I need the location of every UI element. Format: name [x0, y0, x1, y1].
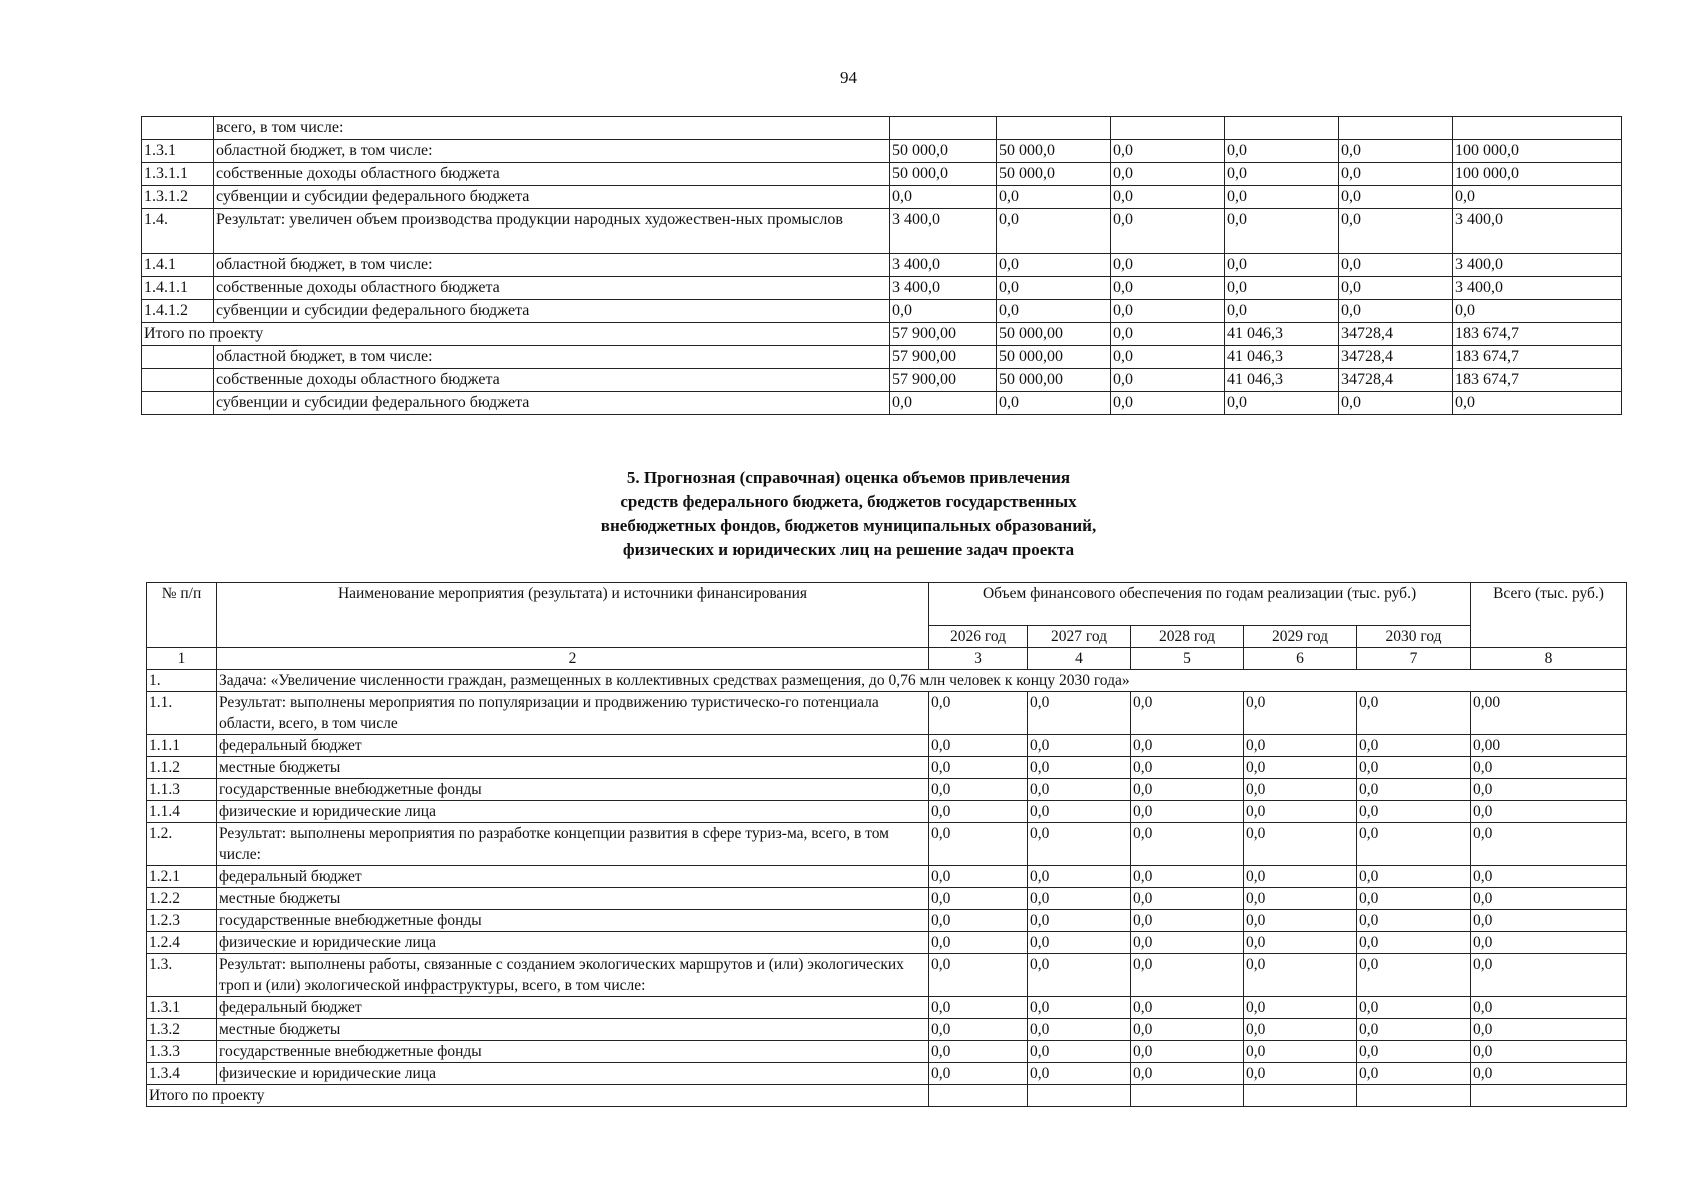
- row-value: 3 400,0: [1453, 209, 1622, 254]
- row-value: 0,0: [1244, 888, 1357, 910]
- row-value: 0,0: [1471, 954, 1627, 997]
- forecast-financing-table: [146, 582, 1627, 1107]
- table-row: [142, 117, 1622, 140]
- row-value: 0,0: [929, 801, 1028, 823]
- row-value: 0,0: [997, 300, 1111, 323]
- row-value: 0,0: [1339, 163, 1453, 186]
- row-value: 0,00: [1471, 735, 1627, 757]
- task-row: [147, 670, 1627, 692]
- row-value: 0,0: [1028, 910, 1131, 932]
- row-value: 0,0: [1357, 1019, 1471, 1041]
- column-number: 1: [147, 648, 217, 670]
- header-row: [147, 583, 1627, 626]
- row-value: 0,0: [1225, 392, 1339, 415]
- row-value: 0,0: [1244, 823, 1357, 866]
- row-name: государственные внебюджетные фонды: [217, 779, 929, 801]
- total-label: Итого по проекту: [147, 1085, 929, 1107]
- row-value: 0,0: [1244, 1041, 1357, 1063]
- row-value: 3 400,0: [890, 254, 997, 277]
- table-row: [147, 735, 1627, 757]
- row-value: [890, 117, 997, 140]
- row-num: [142, 117, 214, 140]
- row-value: 0,0: [1244, 757, 1357, 779]
- row-value: 34728,4: [1339, 323, 1453, 346]
- row-value: 0,0: [1339, 209, 1453, 254]
- row-num: 1.2.4: [147, 932, 217, 954]
- column-number: 3: [929, 648, 1028, 670]
- table-row: [147, 823, 1627, 866]
- row-value: 41 046,3: [1225, 369, 1339, 392]
- header-volume: Объем финансового обеспечения по годам реализации (тыс. руб.): [929, 583, 1471, 626]
- row-value: 0,0: [1357, 735, 1471, 757]
- row-value: 0,0: [929, 735, 1028, 757]
- row-value: 0,0: [1471, 823, 1627, 866]
- table-row: [147, 954, 1627, 997]
- row-value: 0,0: [929, 910, 1028, 932]
- table-row: [147, 1041, 1627, 1063]
- row-value: 0,0: [1244, 779, 1357, 801]
- row-value: 0,0: [1244, 692, 1357, 735]
- row-value: 0,0: [929, 779, 1028, 801]
- header-year: 2030 год: [1357, 626, 1471, 648]
- row-name: субвенции и субсидии федерального бюджета: [214, 186, 890, 209]
- row-value: 0,0: [1357, 1041, 1471, 1063]
- row-value: 0,0: [1357, 823, 1471, 866]
- row-name: местные бюджеты: [217, 757, 929, 779]
- row-name: Результат: выполнены мероприятия по разработке концепции развития в сфере туриз-ма, всего, в том числе:: [217, 823, 929, 866]
- row-value: 0,0: [1471, 866, 1627, 888]
- section-5-title: [0, 466, 1697, 562]
- row-value: 0,0: [929, 932, 1028, 954]
- total-value-empty: [1028, 1085, 1131, 1107]
- row-value: 0,0: [1111, 163, 1225, 186]
- column-number: 2: [217, 648, 929, 670]
- row-name: Итого по проекту: [142, 323, 890, 346]
- row-value: 0,0: [1471, 910, 1627, 932]
- header-name: Наименование мероприятия (результата) и источники финансирования: [217, 583, 929, 648]
- row-value: 0,0: [929, 1041, 1028, 1063]
- row-name: государственные внебюджетные фонды: [217, 910, 929, 932]
- row-value: 0,0: [1244, 1063, 1357, 1085]
- row-value: 183 674,7: [1453, 346, 1622, 369]
- row-value: 57 900,00: [890, 346, 997, 369]
- row-value: 0,0: [890, 392, 997, 415]
- row-value: 41 046,3: [1225, 323, 1339, 346]
- row-num: 1.1.3: [147, 779, 217, 801]
- row-num: 1.4.1: [142, 254, 214, 277]
- row-value: 0,0: [1339, 300, 1453, 323]
- row-value: 183 674,7: [1453, 323, 1622, 346]
- row-value: 0,0: [1471, 1063, 1627, 1085]
- row-value: 0,0: [929, 757, 1028, 779]
- page-number: 94: [840, 68, 857, 87]
- table-row: [147, 910, 1627, 932]
- row-num: 1.2.3: [147, 910, 217, 932]
- row-num: 1.3.1.2: [142, 186, 214, 209]
- row-value: [1453, 117, 1622, 140]
- row-num: 1.4.: [142, 209, 214, 254]
- row-value: 0,0: [1357, 888, 1471, 910]
- table-row: [142, 140, 1622, 163]
- header-year: 2028 год: [1131, 626, 1244, 648]
- row-value: 41 046,3: [1225, 346, 1339, 369]
- row-value: 0,0: [1244, 866, 1357, 888]
- row-value: 0,0: [1111, 300, 1225, 323]
- header-year: 2027 год: [1028, 626, 1131, 648]
- row-value: 0,0: [1131, 910, 1244, 932]
- table-row: [142, 323, 1622, 346]
- row-value: 0,0: [1111, 209, 1225, 254]
- row-value: 0,0: [1225, 209, 1339, 254]
- row-num: 1.3.: [147, 954, 217, 997]
- row-name: собственные доходы областного бюджета: [214, 369, 890, 392]
- row-value: 0,0: [929, 823, 1028, 866]
- row-value: 0,0: [1357, 1063, 1471, 1085]
- column-number: 7: [1357, 648, 1471, 670]
- column-number: 5: [1131, 648, 1244, 670]
- row-name: физические и юридические лица: [217, 801, 929, 823]
- row-value: 57 900,00: [890, 323, 997, 346]
- row-value: [1111, 117, 1225, 140]
- column-numbers-row: [147, 648, 1627, 670]
- row-value: 0,0: [1453, 392, 1622, 415]
- row-value: 0,0: [1111, 392, 1225, 415]
- row-value: 0,0: [1244, 954, 1357, 997]
- row-name: государственные внебюджетные фонды: [217, 1041, 929, 1063]
- row-value: 0,0: [1244, 910, 1357, 932]
- row-value: 0,0: [1131, 1019, 1244, 1041]
- row-value: 0,0: [1244, 932, 1357, 954]
- row-num: 1.3.1: [147, 997, 217, 1019]
- section-title-line: внебюджетных фондов, бюджетов муниципальных образований,: [600, 516, 1097, 535]
- header-num: № п/п: [147, 583, 217, 648]
- financing-table-continued: [141, 116, 1622, 415]
- table-row: [147, 932, 1627, 954]
- row-num: [142, 369, 214, 392]
- row-value: 0,0: [997, 254, 1111, 277]
- row-value: 0,0: [1225, 163, 1339, 186]
- row-value: 0,0: [1028, 1019, 1131, 1041]
- row-value: 0,0: [1339, 140, 1453, 163]
- row-value: 0,0: [1111, 186, 1225, 209]
- row-value: 0,0: [1028, 801, 1131, 823]
- row-value: 50 000,0: [997, 163, 1111, 186]
- row-value: [1225, 117, 1339, 140]
- row-value: 0,0: [929, 866, 1028, 888]
- row-value: 34728,4: [1339, 346, 1453, 369]
- row-value: 0,0: [1471, 801, 1627, 823]
- row-value: 0,0: [1111, 346, 1225, 369]
- row-value: 3 400,0: [1453, 254, 1622, 277]
- row-value: 0,0: [997, 209, 1111, 254]
- row-value: 34728,4: [1339, 369, 1453, 392]
- row-value: 0,0: [1244, 735, 1357, 757]
- row-value: 0,0: [1131, 735, 1244, 757]
- row-value: 0,0: [1225, 300, 1339, 323]
- table-row: [147, 692, 1627, 735]
- row-value: 0,0: [1471, 779, 1627, 801]
- table-row: [142, 277, 1622, 300]
- total-value-empty: [1357, 1085, 1471, 1107]
- row-value: 0,0: [929, 1019, 1028, 1041]
- row-num: 1.3.1.1: [142, 163, 214, 186]
- total-value-empty: [1471, 1085, 1627, 1107]
- row-value: 0,0: [1111, 254, 1225, 277]
- total-value-empty: [929, 1085, 1028, 1107]
- row-value: 0,0: [1453, 186, 1622, 209]
- row-value: 0,0: [1131, 932, 1244, 954]
- row-value: 0,0: [1131, 888, 1244, 910]
- section-title-line: физических и юридических лиц на решение задач проекта: [622, 540, 1075, 559]
- table-row: [147, 779, 1627, 801]
- row-name: всего, в том числе:: [214, 117, 890, 140]
- column-number: 4: [1028, 648, 1131, 670]
- row-value: 0,0: [1131, 1063, 1244, 1085]
- row-value: 0,0: [1131, 997, 1244, 1019]
- row-num: 1.3.2: [147, 1019, 217, 1041]
- row-value: 3 400,0: [890, 277, 997, 300]
- row-value: 0,0: [1111, 277, 1225, 300]
- row-num: 1.1.1: [147, 735, 217, 757]
- row-name: федеральный бюджет: [217, 997, 929, 1019]
- task-text: Задача: «Увеличение численности граждан, размещенных в коллективных средствах размещения, до 0,76 млн человек к концу 2030 года»: [217, 670, 1627, 692]
- row-name: местные бюджеты: [217, 1019, 929, 1041]
- row-value: 0,0: [1028, 823, 1131, 866]
- row-value: 0,0: [1028, 1041, 1131, 1063]
- row-value: 0,0: [1471, 997, 1627, 1019]
- row-value: 0,00: [1471, 692, 1627, 735]
- row-value: 0,0: [1471, 1041, 1627, 1063]
- row-value: 0,0: [1131, 757, 1244, 779]
- row-value: 0,0: [1357, 866, 1471, 888]
- table-row: [142, 163, 1622, 186]
- row-value: 0,0: [1131, 801, 1244, 823]
- header-year: 2026 год: [929, 626, 1028, 648]
- row-value: 100 000,0: [1453, 163, 1622, 186]
- row-value: 0,0: [1471, 932, 1627, 954]
- header-year: 2029 год: [1244, 626, 1357, 648]
- row-value: 0,0: [1471, 757, 1627, 779]
- row-value: 0,0: [1244, 801, 1357, 823]
- row-value: 0,0: [929, 1063, 1028, 1085]
- row-value: 0,0: [997, 277, 1111, 300]
- table-row: [142, 369, 1622, 392]
- row-value: 0,0: [1028, 932, 1131, 954]
- row-value: 0,0: [890, 300, 997, 323]
- table-row: [147, 1019, 1627, 1041]
- row-value: [1339, 117, 1453, 140]
- row-value: 0,0: [1028, 997, 1131, 1019]
- row-value: 0,0: [1225, 254, 1339, 277]
- row-value: 0,0: [1357, 954, 1471, 997]
- row-name: физические и юридические лица: [217, 932, 929, 954]
- table-row: [147, 888, 1627, 910]
- column-number: 8: [1471, 648, 1627, 670]
- row-value: 0,0: [1131, 954, 1244, 997]
- row-name: областной бюджет, в том числе:: [214, 346, 890, 369]
- row-value: 0,0: [929, 888, 1028, 910]
- row-name: субвенции и субсидии федерального бюджета: [214, 392, 890, 415]
- row-value: 0,0: [929, 997, 1028, 1019]
- row-value: 0,0: [929, 954, 1028, 997]
- row-value: 0,0: [1244, 997, 1357, 1019]
- row-value: 0,0: [1028, 735, 1131, 757]
- row-num: [142, 392, 214, 415]
- row-value: 0,0: [1357, 910, 1471, 932]
- row-name: Результат: выполнены мероприятия по популяризации и продвижению туристическо-го потенциала области, всего, в том числе: [217, 692, 929, 735]
- row-value: 0,0: [1357, 997, 1471, 1019]
- row-num: 1.2.1: [147, 866, 217, 888]
- row-value: 0,0: [1131, 1041, 1244, 1063]
- row-value: 0,0: [1111, 140, 1225, 163]
- row-name: физические и юридические лица: [217, 1063, 929, 1085]
- row-value: 0,0: [1028, 757, 1131, 779]
- table-row: [142, 392, 1622, 415]
- table-row: [147, 997, 1627, 1019]
- table-row: [147, 801, 1627, 823]
- row-value: 0,0: [1225, 140, 1339, 163]
- row-value: 0,0: [1131, 779, 1244, 801]
- row-value: 0,0: [1244, 1019, 1357, 1041]
- row-value: 0,0: [1453, 300, 1622, 323]
- row-value: 0,0: [1111, 323, 1225, 346]
- total-row: [147, 1085, 1627, 1107]
- row-value: 0,0: [997, 392, 1111, 415]
- row-num: 1.1.: [147, 692, 217, 735]
- row-value: 0,0: [1028, 954, 1131, 997]
- row-name: Результат: увеличен объем производства продукции народных художествен-ных промыслов: [214, 209, 890, 254]
- row-value: 0,0: [1028, 1063, 1131, 1085]
- row-value: 0,0: [1028, 888, 1131, 910]
- row-name: местные бюджеты: [217, 888, 929, 910]
- row-value: 0,0: [1111, 369, 1225, 392]
- row-value: 50 000,00: [997, 323, 1111, 346]
- section-title-line: средств федерального бюджета, бюджетов государственных: [620, 492, 1077, 511]
- table-row: [142, 254, 1622, 277]
- row-name: собственные доходы областного бюджета: [214, 277, 890, 300]
- row-value: 3 400,0: [1453, 277, 1622, 300]
- row-name: областной бюджет, в том числе:: [214, 140, 890, 163]
- row-value: [997, 117, 1111, 140]
- header-total: Всего (тыс. руб.): [1471, 583, 1627, 648]
- row-value: 50 000,00: [997, 369, 1111, 392]
- row-value: 50 000,0: [890, 163, 997, 186]
- row-value: 0,0: [890, 186, 997, 209]
- row-num: 1.4.1.1: [142, 277, 214, 300]
- row-value: 183 674,7: [1453, 369, 1622, 392]
- row-value: 0,0: [1339, 277, 1453, 300]
- row-name: федеральный бюджет: [217, 866, 929, 888]
- row-name: областной бюджет, в том числе:: [214, 254, 890, 277]
- row-value: 0,0: [1131, 823, 1244, 866]
- table-row: [147, 757, 1627, 779]
- row-value: 0,0: [1357, 932, 1471, 954]
- row-value: 0,0: [1028, 779, 1131, 801]
- row-num: 1.1.4: [147, 801, 217, 823]
- row-value: 0,0: [1339, 392, 1453, 415]
- row-value: 0,0: [997, 186, 1111, 209]
- section-title-line: 5. Прогнозная (справочная) оценка объемов привлечения: [626, 468, 1071, 487]
- row-value: 0,0: [1028, 866, 1131, 888]
- row-num: [142, 346, 214, 369]
- row-num: 1.3.1: [142, 140, 214, 163]
- row-num: 1.3.4: [147, 1063, 217, 1085]
- column-number: 6: [1244, 648, 1357, 670]
- row-value: 57 900,00: [890, 369, 997, 392]
- row-value: 50 000,0: [890, 140, 997, 163]
- row-num: 1.3.3: [147, 1041, 217, 1063]
- row-value: 0,0: [1339, 254, 1453, 277]
- table-row: [142, 209, 1622, 254]
- table-row: [147, 866, 1627, 888]
- row-value: 0,0: [1339, 186, 1453, 209]
- row-value: 0,0: [1471, 888, 1627, 910]
- row-value: 3 400,0: [890, 209, 997, 254]
- row-name: федеральный бюджет: [217, 735, 929, 757]
- total-value-empty: [1244, 1085, 1357, 1107]
- row-value: 0,0: [1131, 692, 1244, 735]
- row-value: 0,0: [1357, 801, 1471, 823]
- row-name: собственные доходы областного бюджета: [214, 163, 890, 186]
- row-value: 0,0: [1028, 692, 1131, 735]
- row-value: 50 000,00: [997, 346, 1111, 369]
- row-num: 1.2.2: [147, 888, 217, 910]
- table-row: [142, 346, 1622, 369]
- table-row: [142, 300, 1622, 323]
- row-name: Результат: выполнены работы, связанные с созданием экологических маршрутов и (или) экологических троп и (или) экологической инфраструктуры, всего, в том числе:: [217, 954, 929, 997]
- total-value-empty: [1131, 1085, 1244, 1107]
- task-num: 1.: [147, 670, 217, 692]
- row-value: 50 000,0: [997, 140, 1111, 163]
- table-row: [147, 1063, 1627, 1085]
- row-num: 1.1.2: [147, 757, 217, 779]
- row-value: 100 000,0: [1453, 140, 1622, 163]
- row-value: 0,0: [1471, 1019, 1627, 1041]
- row-value: 0,0: [1225, 186, 1339, 209]
- table-row: [142, 186, 1622, 209]
- row-value: 0,0: [1357, 757, 1471, 779]
- row-num: 1.4.1.2: [142, 300, 214, 323]
- row-value: 0,0: [1225, 277, 1339, 300]
- row-name: субвенции и субсидии федерального бюджета: [214, 300, 890, 323]
- row-value: 0,0: [1131, 866, 1244, 888]
- row-value: 0,0: [1357, 779, 1471, 801]
- row-value: 0,0: [1357, 692, 1471, 735]
- row-value: 0,0: [929, 692, 1028, 735]
- row-num: 1.2.: [147, 823, 217, 866]
